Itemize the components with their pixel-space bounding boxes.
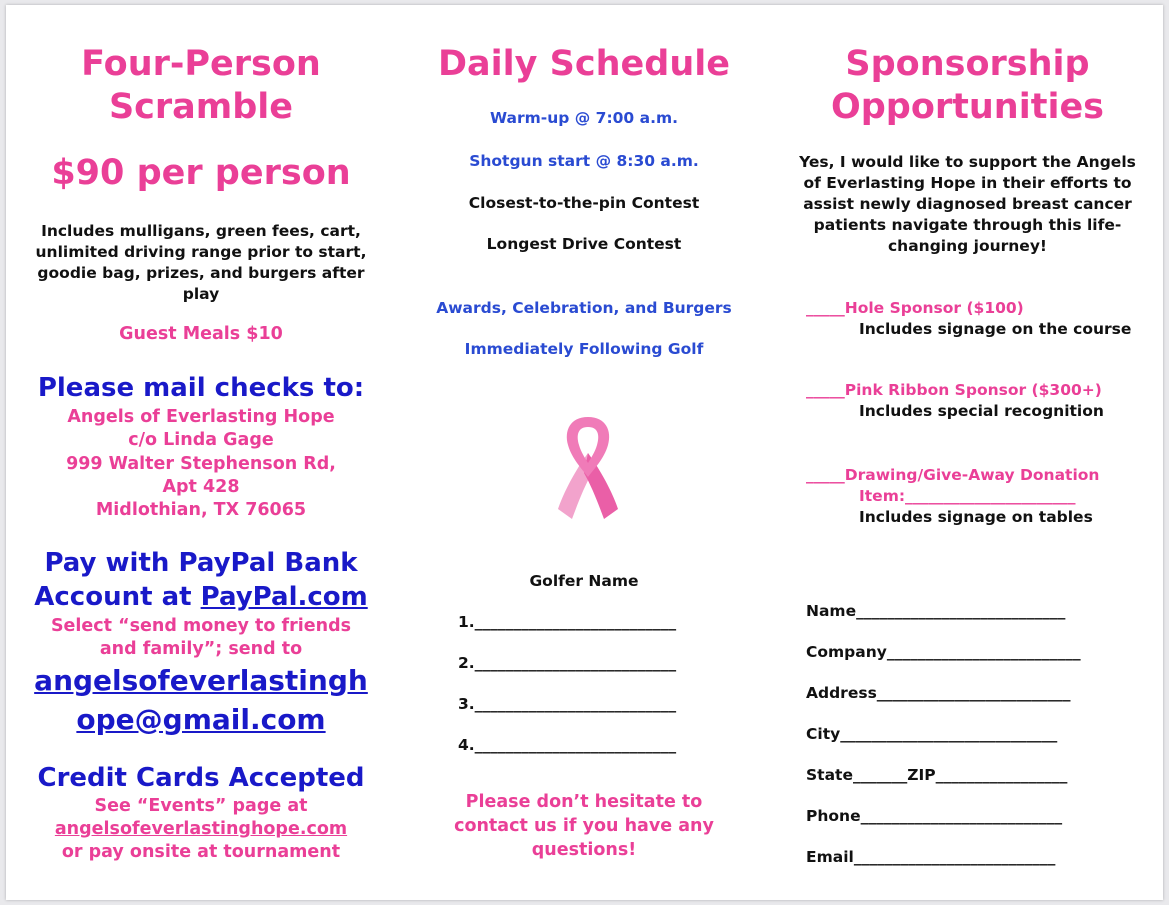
sponsorship-title-line1: Sponsorship <box>845 44 1090 84</box>
address-line: Midlothian, TX 76065 <box>95 500 307 520</box>
form-field-company[interactable]: Company_________________________ <box>806 643 1081 661</box>
column-schedule <box>396 5 772 900</box>
schedule-item: Warm-up @ 7:00 a.m. <box>490 109 678 127</box>
column-sponsorship <box>772 5 1163 900</box>
website-link[interactable]: angelsofeverlastinghope.com <box>54 819 348 839</box>
price: $90 per person <box>51 153 351 193</box>
guest-meals: Guest Meals $10 <box>119 324 283 344</box>
paypal-heading-line1: Pay with PayPal Bank <box>44 548 358 578</box>
form-field-address[interactable]: Address_________________________ <box>806 684 1071 702</box>
paypal-prefix: Account at <box>34 582 201 612</box>
email-link-line1[interactable]: angelsofeverlastingh <box>34 664 368 697</box>
contact-line: contact us if you have any <box>454 816 714 836</box>
sponsor-label: Drawing/Give-Away Donation <box>844 466 1100 484</box>
includes-line: play <box>182 285 220 303</box>
schedule-item: Awards, Celebration, and Burgers <box>436 299 732 317</box>
paypal-instruction: and family”; send to <box>99 639 303 659</box>
cc-line: See “Events” page at <box>94 796 308 816</box>
sponsor-blank: _____ <box>806 466 845 484</box>
title-line2: Scramble <box>108 87 294 127</box>
sponsor-desc: Includes signage on tables <box>859 508 1093 526</box>
includes-line: unlimited driving range prior to start, <box>35 243 367 261</box>
brochure-page <box>6 5 1163 900</box>
golfer-line-4[interactable]: 4.__________________________ <box>458 736 677 754</box>
form-field-name[interactable]: Name___________________________ <box>806 602 1066 620</box>
intro-line: changing journey! <box>887 237 1047 255</box>
includes-line: goodie bag, prizes, and burgers after <box>37 264 365 282</box>
sponsor-item-line[interactable]: Item:______________________ <box>859 487 1076 505</box>
golfer-name-heading: Golfer Name <box>529 572 639 590</box>
golfer-line-1[interactable]: 1.__________________________ <box>458 613 677 631</box>
form-field-state-zip[interactable]: State_______ZIP_________________ <box>806 766 1068 784</box>
address-line: c/o Linda Gage <box>128 430 274 450</box>
email-link-line2[interactable]: ope@gmail.com <box>76 703 326 736</box>
golfer-line-3[interactable]: 3.__________________________ <box>458 695 677 713</box>
form-field-phone[interactable]: Phone__________________________ <box>806 807 1063 825</box>
intro-line: of Everlasting Hope in their efforts to <box>803 174 1132 192</box>
sponsor-desc: Includes signage on the course <box>859 320 1132 338</box>
contact-line: questions! <box>531 840 637 860</box>
credit-cards-heading: Credit Cards Accepted <box>37 763 365 793</box>
schedule-title: Daily Schedule <box>438 44 730 84</box>
sponsor-label: Hole Sponsor ($100) <box>844 299 1024 317</box>
intro-line: Yes, I would like to support the Angels <box>799 153 1136 171</box>
sponsor-pink-ribbon[interactable] <box>806 380 1102 401</box>
sponsor-blank: _____ <box>806 299 845 317</box>
address-line: Angels of Everlasting Hope <box>67 407 335 427</box>
pink-ribbon-icon <box>554 413 622 525</box>
paypal-instruction: Select “send money to friends <box>50 616 352 636</box>
form-field-city[interactable]: City____________________________ <box>806 725 1058 743</box>
sponsor-desc: Includes special recognition <box>859 402 1104 420</box>
schedule-item: Closest-to-the-pin Contest <box>468 194 700 212</box>
title-line1: Four-Person <box>81 44 321 84</box>
includes-line: Includes mulligans, green fees, cart, <box>41 222 361 240</box>
sponsor-hole[interactable] <box>806 298 1024 319</box>
golfer-line-2[interactable]: 2.__________________________ <box>458 654 677 672</box>
column-registration <box>6 5 396 900</box>
sponsorship-title-line2: Opportunities <box>830 87 1105 127</box>
mail-heading: Please mail checks to: <box>37 373 365 403</box>
paypal-link[interactable]: PayPal.com <box>200 582 368 612</box>
intro-line: assist newly diagnosed breast cancer <box>803 195 1132 213</box>
address-line: 999 Walter Stephenson Rd, <box>66 454 336 474</box>
paypal-heading-line2 <box>6 580 396 614</box>
intro-line: patients navigate through this life- <box>813 216 1122 234</box>
cc-line: or pay onsite at tournament <box>61 842 341 862</box>
sponsor-blank: _____ <box>806 381 845 399</box>
contact-line: Please don’t hesitate to <box>465 792 703 812</box>
sponsor-label: Pink Ribbon Sponsor ($300+) <box>844 381 1102 399</box>
address-line: Apt 428 <box>162 477 240 497</box>
schedule-item: Immediately Following Golf <box>464 340 704 358</box>
schedule-item: Shotgun start @ 8:30 a.m. <box>469 152 699 170</box>
form-field-email[interactable]: Email__________________________ <box>806 848 1056 866</box>
schedule-item: Longest Drive Contest <box>486 235 682 253</box>
sponsor-drawing[interactable] <box>806 465 1099 486</box>
